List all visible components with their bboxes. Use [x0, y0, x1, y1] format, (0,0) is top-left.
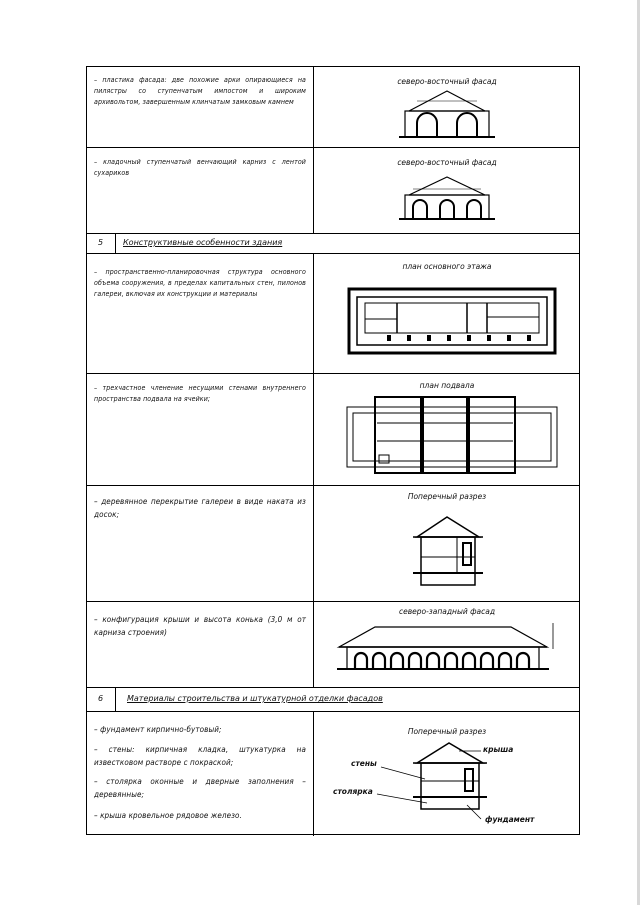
drawing-caption: план подвала: [419, 381, 475, 390]
drawing-caption: Поперечный разрез: [407, 492, 487, 501]
label-foundation: фундамент: [485, 815, 535, 824]
label-joinery: столярка: [333, 787, 373, 796]
section-number: 6: [98, 694, 104, 703]
label-walls: стены: [351, 759, 377, 768]
section-title: Конструктивные особенности здания: [123, 238, 283, 247]
label-roof: крыша: [483, 745, 514, 754]
drawing-caption: северо-восточный фасад: [397, 158, 497, 167]
feature-text: – конфигурация крыши и высота конька (3,0 м от карниза строения): [94, 615, 306, 637]
drawing-caption: Поперечный разрез: [407, 727, 487, 736]
material-item: – крыша кровельное рядовое железо.: [94, 811, 242, 820]
feature-text: – пластика фасада: две похожие арки опирающиеся на пилястры со ступенчатым импостом и широким архивольтом, завершенным клинчатым замковым камнем: [94, 76, 306, 106]
drawing-caption: план основного этажа: [402, 262, 492, 271]
feature-text: – пространственно-планировочная структура основного объема сооружения, в пределах капитальных стен, пилонов галереи, включая их конструкции и материалы: [94, 268, 306, 298]
drawing-caption: северо-западный фасад: [398, 607, 496, 616]
material-item: – стены: кирпичная кладка, штукатурка на известковом растворе с покраской;: [94, 745, 306, 767]
cross-section-drawing: [87, 67, 581, 836]
section-title: Материалы строительства и штукатурной отделки фасадов: [127, 694, 383, 703]
feature-text: – кладочный ступенчатый венчающий карниз с лентой сухариков: [94, 158, 306, 177]
heritage-table: [86, 66, 580, 835]
drawing-caption: северо-восточный фасад: [397, 77, 497, 86]
material-item: – столярка оконные и дверные заполнения – деревянные;: [94, 777, 306, 799]
section-number: 5: [98, 238, 104, 247]
feature-text: – трехчастное членение несущими стенами внутреннего пространства подвала на ячейки;: [94, 384, 306, 403]
material-item: – фундамент кирпично-бутовый;: [94, 725, 222, 734]
feature-text: – деревянное перекрытие галереи в виде наката из досок;: [94, 497, 306, 519]
